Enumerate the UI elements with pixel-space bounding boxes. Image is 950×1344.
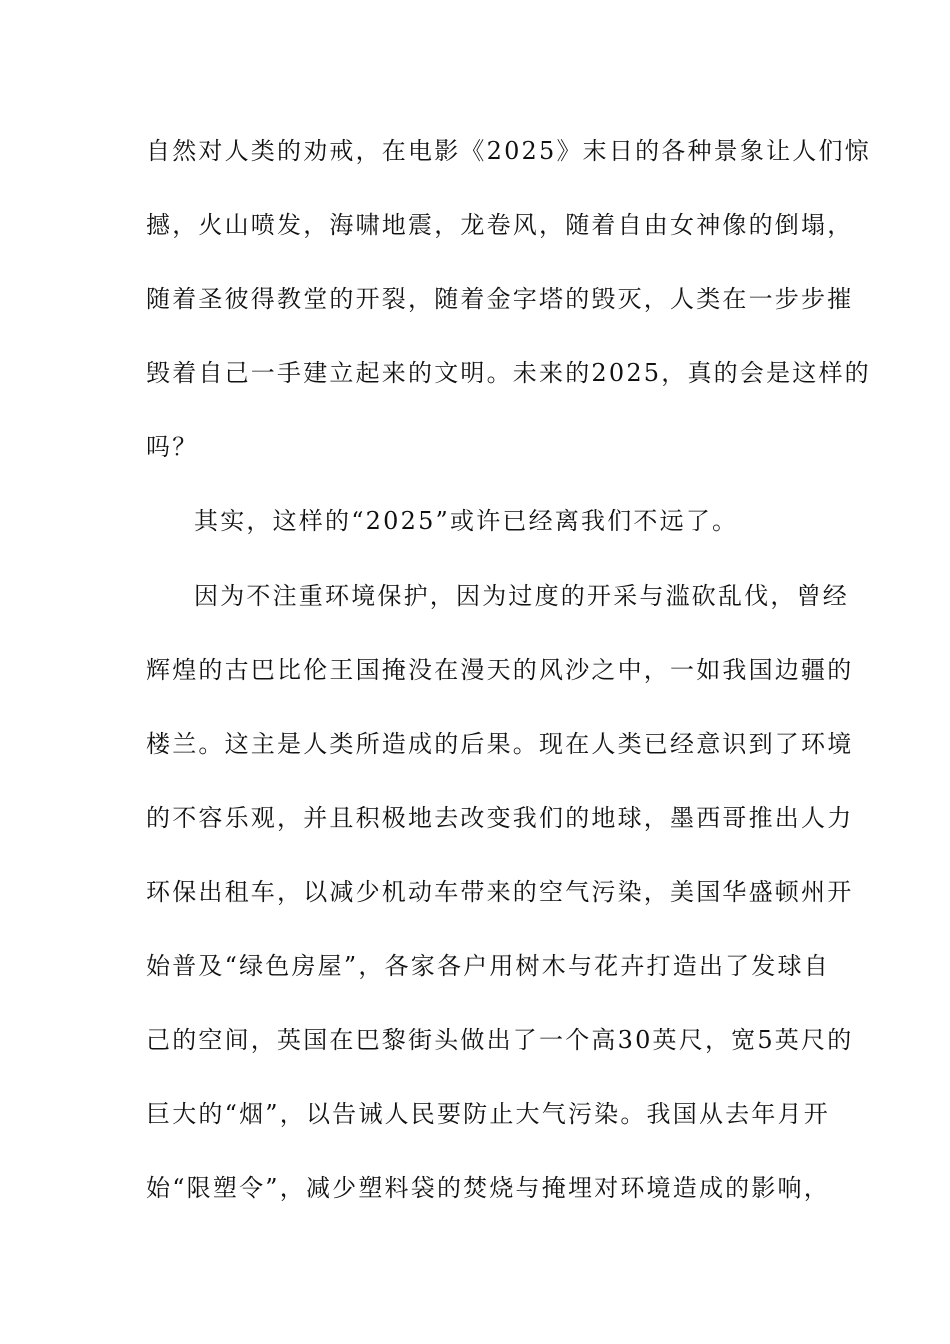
text-line: 的不容乐观，并且积极地去改变我们的地球，墨西哥推出人力 bbox=[146, 804, 854, 832]
text-line: 辉煌的古巴比伦王国掩没在漫天的风沙之中，一如我国边疆的 bbox=[146, 656, 854, 684]
text-line: 始“限塑令”，减少塑料袋的焚烧与掩埋对环境造成的影响， bbox=[146, 1174, 830, 1202]
text-line: 撼，火山喷发，海啸地震，龙卷风，随着自由女神像的倒塌， bbox=[146, 211, 854, 239]
text-line: 随着圣彼得教堂的开裂，随着金字塔的毁灭，人类在一步步摧 bbox=[146, 285, 854, 313]
paragraph-first-line: 其实，这样的“2025”或许已经离我们不远了。 bbox=[194, 507, 739, 535]
text-line: 始普及“绿色房屋”，各家各户用树木与花卉打造出了发球自 bbox=[146, 952, 830, 980]
text-line: 楼兰。这主是人类所造成的后果。现在人类已经意识到了环境 bbox=[146, 730, 854, 758]
text-line: 己的空间，英国在巴黎街头做出了一个高30英尺，宽5英尺的 bbox=[146, 1026, 854, 1054]
text-line: 环保出租车，以减少机动车带来的空气污染，美国华盛顿州开 bbox=[146, 878, 854, 906]
text-line: 巨大的“烟”，以告诫人民要防止大气污染。我国从去年月开 bbox=[146, 1100, 830, 1128]
text-line: 吗？ bbox=[146, 433, 199, 461]
text-line: 毁着自己一手建立起来的文明。未来的2025，真的会是这样的 bbox=[146, 359, 871, 387]
paragraph-first-line: 因为不注重环境保护，因为过度的开采与滥砍乱伐，曾经 bbox=[194, 582, 849, 610]
text-line: 自然对人类的劝戒，在电影《2025》末日的各种景象让人们惊 bbox=[146, 137, 871, 165]
